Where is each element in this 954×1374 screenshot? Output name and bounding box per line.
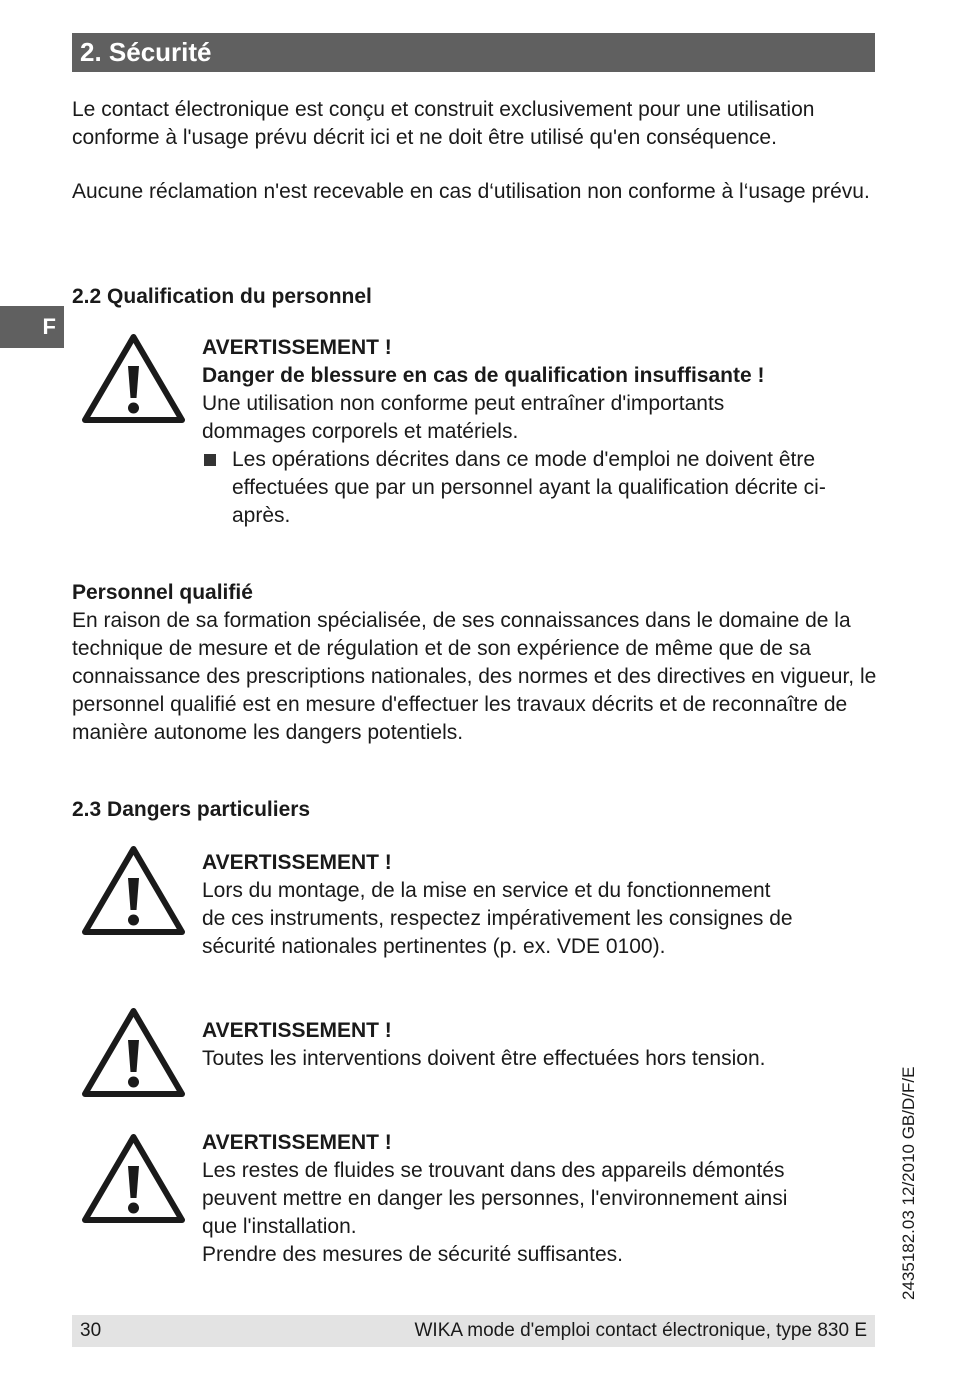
warning-line: sécurité nationales pertinentes (p. ex. VDE 0100). <box>202 935 666 958</box>
warning-installation <box>202 849 872 961</box>
bullet-square-icon <box>204 454 216 466</box>
warning-triangle-icon <box>82 1008 185 1098</box>
warning-subtitle: Danger de blessure en cas de qualification insuffisante ! <box>202 364 765 387</box>
warning-line: Toutes les interventions doivent être effectuées hors tension. <box>202 1047 766 1070</box>
page-footer <box>72 1315 875 1347</box>
warning-title: AVERTISSEMENT ! <box>202 1131 392 1154</box>
warning-triangle-icon <box>82 1134 185 1224</box>
footer-title: WIKA mode d'emploi contact électronique, type 830 E <box>414 1320 867 1341</box>
warning-triangle-icon <box>82 846 185 936</box>
warning-title: AVERTISSEMENT ! <box>202 851 392 874</box>
warning-line: Une utilisation non conforme peut entraîner d'importants <box>202 392 725 415</box>
warning-line: Les restes de fluides se trouvant dans des appareils démontés <box>202 1159 785 1182</box>
bullet-item <box>202 446 872 530</box>
page-number: 30 <box>80 1320 102 1341</box>
intro-paragraph-1: Le contact électronique est conçu et construit exclusivement pour une utilisation conforme à l'usage prévu décrit ici et ne doit être utilisé qu'en conséquence. <box>72 98 815 149</box>
qualified-paragraph: En raison de sa formation spécialisée, de ses connaissances dans le domaine de la technique de mesure et de régulation et de son expérience de même que de sa connaissance des prescriptions nationales, des normes et des directives en vigueur, le personnel qualifié est en mesure d'effectuer les travaux décrits et de reconnaître de manière autonome les dangers potentiels. <box>72 609 877 744</box>
heading-2-3: 2.3 Dangers particuliers <box>72 798 311 821</box>
section-title: 2. Sécurité <box>72 33 875 72</box>
language-tab: F <box>0 306 64 348</box>
warning-line: dommages corporels et matériels. <box>202 420 519 443</box>
warning-line: peuvent mettre en danger les personnes, l'environnement ainsi <box>202 1187 788 1210</box>
warning-residual-media <box>202 1129 872 1269</box>
warning-line: de ces instruments, respectez impérativement les consignes de <box>202 907 793 930</box>
warning-title: AVERTISSEMENT ! <box>202 336 392 359</box>
heading-2-2: 2.2 Qualification du personnel <box>72 285 372 308</box>
heading-qualified-personnel: Personnel qualifié <box>72 581 253 604</box>
warning-title: AVERTISSEMENT ! <box>202 1019 392 1042</box>
warning-triangle-icon <box>82 334 185 424</box>
bullet-text: Les opérations décrites dans ce mode d'emploi ne doivent être effectuées que par un personnel ayant la qualification décrite ci-après. <box>232 448 826 527</box>
warning-line: que l'installation. <box>202 1215 357 1238</box>
warning-qualification <box>202 334 872 530</box>
warning-line: Prendre des mesures de sécurité suffisantes. <box>202 1243 623 1266</box>
document-code-text: 2435182.03 12/2010 GB/D/F/E <box>899 1066 918 1300</box>
warning-power-off <box>202 1017 872 1073</box>
intro-paragraph-2: Aucune réclamation n'est recevable en cas d‘utilisation non conforme à l‘usage prévu. <box>72 180 870 203</box>
warning-line: Lors du montage, de la mise en service et du fonctionnement <box>202 879 771 902</box>
